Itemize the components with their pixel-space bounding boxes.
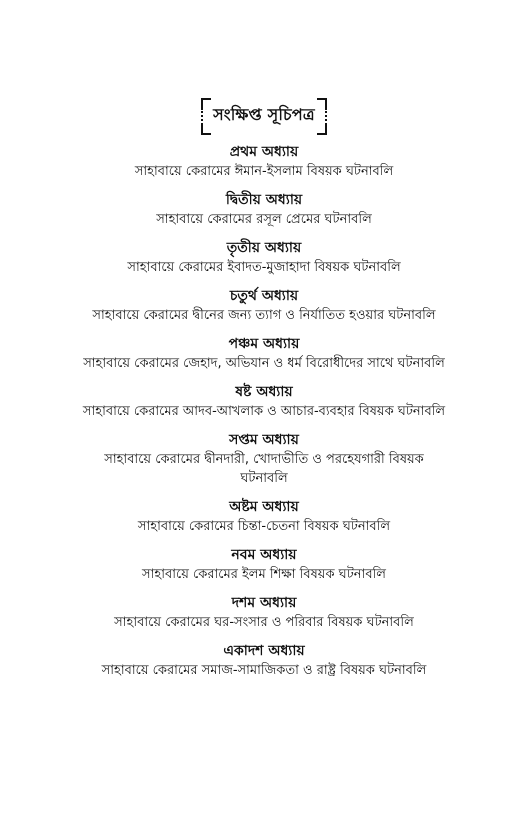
chapter-description: সাহাবায়ে কেরামের ঘর-সংসার ও পরিবার বিষয়ক ঘটনাবলি [114,615,414,630]
frame-side-right [325,108,327,125]
chapter-description: সাহাবায়ে কেরামের জেহাদ, অভিযান ও ধর্ম বিরোধীদের সাথে ঘটনাবলি [83,356,445,371]
frame-corner-bottom-right [317,125,327,135]
frame-corner-top-right [317,98,327,108]
chapter-item [0,593,528,632]
chapter-item [0,641,528,680]
chapter-heading: প্রথম অধ্যায় [229,144,299,160]
chapter-heading: ষষ্ট অধ্যায় [235,384,293,400]
chapter-heading: একাদশ অধ্যায় [223,643,305,659]
chapter-heading: চতুর্থ অধ্যায় [229,288,299,304]
chapter-description: সাহাবায়ে কেরামের সমাজ-সামাজিকতা ও রাষ্ট্র বিষয়ক ঘটনাবলি [101,663,427,678]
frame-side-left [201,108,203,125]
table-of-contents [0,142,528,689]
chapter-heading: দশম অধ্যায় [231,595,297,611]
chapter-description: সাহাবায়ে কেরামের আদব-আখলাক ও আচার-ব্যবহার বিষয়ক ঘটনাবলি [82,404,446,419]
chapter-item [0,430,528,488]
chapter-heading: সপ্তম অধ্যায় [229,432,299,448]
chapter-heading: পঞ্চম অধ্যায় [228,336,300,352]
frame-corner-bottom-left [201,125,211,135]
chapter-item [0,497,528,536]
page-title: সংক্ষিপ্ত সূচিপত্র [213,105,315,124]
chapter-description: সাহাবায়ে কেরামের ইবাদত-মুজাহাদা বিষয়ক ঘটনাবলি [127,260,401,275]
chapter-heading: নবম অধ্যায় [231,547,297,563]
chapter-item [0,382,528,421]
chapter-description: সাহাবায়ে কেরামের ইলম শিক্ষা বিষয়ক ঘটনাবলি [142,567,386,582]
frame-corner-top-left [201,98,211,108]
chapter-item [0,545,528,584]
chapter-item [0,286,528,325]
chapter-heading: তৃতীয় অধ্যায় [226,240,302,256]
title-container [0,98,528,135]
chapter-description: সাহাবায়ে কেরামের দ্বীনদারী, খোদাভীতি ও পরহেযগারী বিষয়ক ঘটনাবলি [104,452,424,486]
title-frame [203,98,325,135]
chapter-description: সাহাবায়ে কেরামের রসূল প্রেমের ঘটনাবলি [156,212,372,227]
chapter-item [0,334,528,373]
chapter-description: সাহাবায়ে কেরামের ঈমান-ইসলাম বিষয়ক ঘটনাবলি [134,164,394,179]
chapter-item [0,190,528,229]
chapter-item [0,142,528,181]
chapter-description: সাহাবায়ে কেরামের চিন্তা-চেতনা বিষয়ক ঘটনাবলি [137,519,391,534]
chapter-heading: অষ্টম অধ্যায় [229,499,299,515]
chapter-description: সাহাবায়ে কেরামের দ্বীনের জন্য ত্যাগ ও নির্যাতিত হওয়ার ঘটনাবলি [92,308,436,323]
chapter-heading: দ্বিতীয় অধ্যায় [225,192,303,208]
chapter-item [0,238,528,277]
